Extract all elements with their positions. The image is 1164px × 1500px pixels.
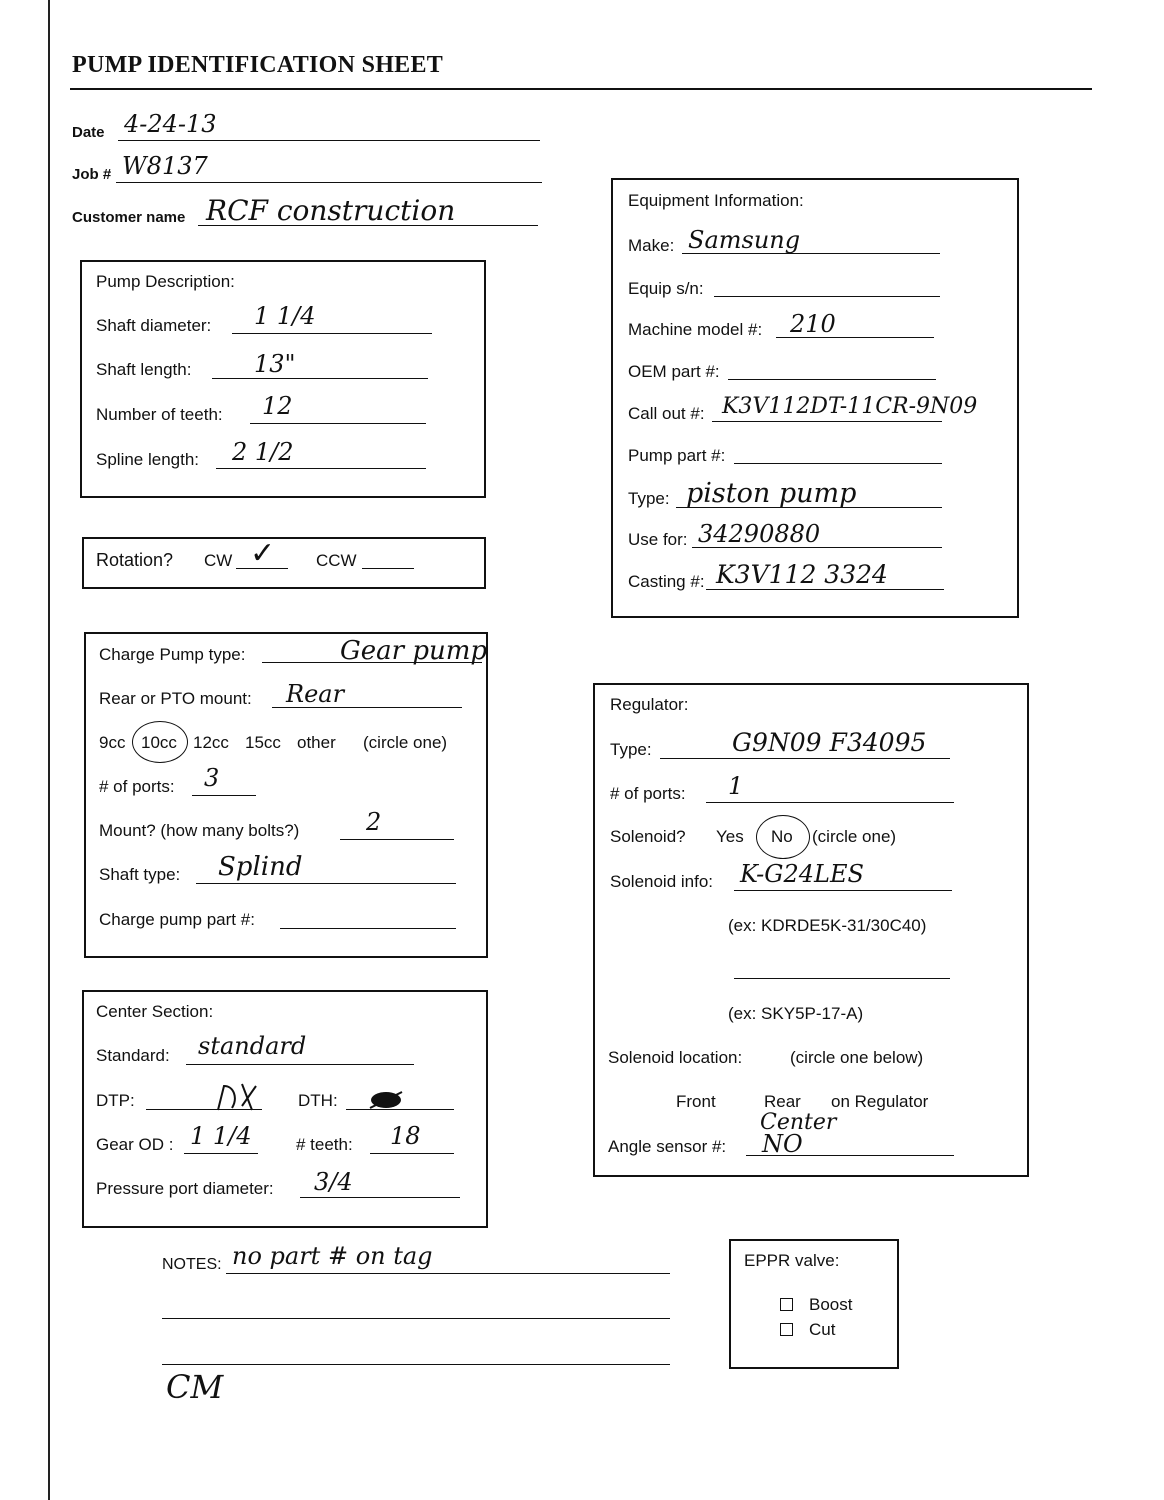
notes-line-2[interactable]	[162, 1318, 670, 1319]
page-title: PUMP IDENTIFICATION SHEET	[72, 52, 444, 78]
pump-description-heading: Pump Description:	[96, 272, 235, 291]
machine-model-label: Machine model #:	[628, 320, 763, 339]
job-label: Job #	[72, 166, 112, 183]
oem-part-line[interactable]	[728, 379, 936, 380]
shaft-type-value[interactable]: Splind	[218, 852, 303, 882]
equipment-heading: Equipment Information:	[628, 191, 804, 210]
solenoid-location-hint: (circle one below)	[790, 1048, 924, 1067]
cut-label: Cut	[809, 1320, 836, 1339]
standard-value[interactable]: standard	[198, 1032, 307, 1060]
teeth-line	[250, 423, 426, 424]
date-label: Date	[72, 124, 105, 141]
standard-line	[186, 1064, 414, 1065]
boost-checkbox[interactable]	[780, 1298, 793, 1311]
gear-od-value[interactable]: 1 1/4	[190, 1122, 252, 1150]
regulator-ports-label: # of ports:	[610, 784, 686, 803]
scribble-mark-icon	[212, 1080, 264, 1114]
cc-option-15[interactable]: 15cc	[245, 733, 281, 752]
solenoid-example-1: (ex: KDRDE5K-31/30C40)	[728, 916, 927, 935]
regulator-ports-value[interactable]: 1	[728, 772, 744, 800]
spline-length-label: Spline length:	[96, 450, 200, 469]
standard-label: Standard:	[96, 1046, 170, 1065]
solenoid-extra-line[interactable]	[734, 978, 950, 979]
rotation-ccw-line[interactable]	[362, 568, 414, 569]
charge-type-value[interactable]: Gear pump	[340, 636, 488, 666]
cut-checkbox[interactable]	[780, 1323, 793, 1336]
solenoid-yes[interactable]: Yes	[716, 827, 744, 846]
bolts-value[interactable]: 2	[366, 808, 382, 836]
spline-length-value[interactable]: 2 1/2	[232, 438, 294, 466]
check-mark-icon[interactable]: ✓	[250, 536, 276, 571]
shaft-length-value[interactable]: 13"	[254, 350, 296, 378]
solenoid-info-value[interactable]: K-G24LES	[740, 860, 864, 888]
notes-line-1	[226, 1273, 670, 1274]
regulator-type-line	[660, 758, 950, 759]
dth-label: DTH:	[298, 1091, 338, 1110]
eppr-cut-option[interactable]	[780, 1320, 835, 1340]
center-teeth-value[interactable]: 18	[390, 1122, 421, 1150]
call-out-value[interactable]: K3V112DT-11CR-9N09	[722, 394, 978, 419]
spline-length-line	[216, 468, 426, 469]
solenoid-example-2: (ex: SKY5P-17-A)	[728, 1004, 864, 1023]
solenoid-info-label: Solenoid info:	[610, 872, 714, 891]
pressure-port-value[interactable]: 3/4	[314, 1168, 353, 1196]
shaft-diameter-value[interactable]: 1 1/4	[254, 302, 316, 330]
equip-sn-line[interactable]	[714, 296, 940, 297]
use-for-label: Use for:	[628, 530, 688, 549]
rotation-ccw-label: CCW	[316, 551, 357, 570]
bolts-line	[340, 839, 454, 840]
location-on-regulator[interactable]: on Regulator	[831, 1092, 929, 1111]
solenoid-info-line	[734, 890, 952, 891]
casting-label: Casting #:	[628, 572, 705, 591]
regulator-type-label: Type:	[610, 740, 652, 759]
equip-sn-label: Equip s/n:	[628, 279, 704, 298]
notes-line-3[interactable]	[162, 1364, 670, 1365]
title-underline	[70, 88, 1092, 90]
location-center-note: Center	[760, 1110, 837, 1135]
solenoid-location-label: Solenoid location:	[608, 1048, 743, 1067]
rotation-cw-label: CW	[204, 551, 233, 570]
make-label: Make:	[628, 236, 675, 255]
solenoid-label: Solenoid?	[610, 827, 686, 846]
regulator-type-value[interactable]: G9N09 F34095	[732, 728, 927, 757]
date-value[interactable]: 4-24-13	[124, 110, 217, 138]
date-line	[118, 140, 540, 141]
eppr-boost-option[interactable]	[780, 1295, 852, 1315]
call-out-line	[712, 421, 942, 422]
charge-part-line[interactable]	[280, 928, 456, 929]
teeth-label: Number of teeth:	[96, 405, 223, 424]
solenoid-circle-hint: (circle one)	[812, 827, 897, 846]
pressure-port-label: Pressure port diameter:	[96, 1179, 274, 1198]
shaft-type-line	[196, 883, 456, 884]
cc-option-other[interactable]: other	[297, 733, 336, 752]
teeth-value[interactable]: 12	[262, 392, 293, 420]
notes-value[interactable]: no part # on tag	[232, 1242, 433, 1270]
bolts-label: Mount? (how many bolts?)	[99, 821, 300, 840]
angle-sensor-label: Angle sensor #:	[608, 1137, 727, 1156]
regulator-heading: Regulator:	[610, 695, 689, 714]
charge-type-label: Charge Pump type:	[99, 645, 246, 664]
equip-type-value[interactable]: piston pump	[686, 478, 857, 509]
boost-label: Boost	[809, 1295, 853, 1314]
equip-type-label: Type:	[628, 489, 670, 508]
mount-value[interactable]: Rear	[286, 680, 345, 708]
center-teeth-label: # teeth:	[296, 1135, 353, 1154]
solenoid-no[interactable]: No	[771, 827, 793, 846]
pump-part-label: Pump part #:	[628, 446, 726, 465]
gear-od-line	[184, 1153, 258, 1154]
shaft-type-label: Shaft type:	[99, 865, 181, 884]
eppr-heading: EPPR valve:	[744, 1251, 840, 1270]
regulator-ports-line	[706, 802, 954, 803]
cc-circle-hint: (circle one)	[363, 733, 448, 752]
shaft-length-line	[212, 378, 428, 379]
cc-option-10[interactable]: 10cc	[141, 733, 177, 752]
shaft-length-label: Shaft length:	[96, 360, 192, 379]
charge-ports-label: # of ports:	[99, 777, 175, 796]
make-value[interactable]: Samsung	[688, 226, 801, 254]
casting-line	[706, 589, 944, 590]
call-out-label: Call out #:	[628, 404, 705, 423]
rotation-label: Rotation?	[96, 550, 174, 570]
job-line	[116, 182, 542, 183]
charge-part-label: Charge pump part #:	[99, 910, 255, 929]
shaft-diameter-line	[232, 333, 432, 334]
machine-model-value[interactable]: 210	[790, 310, 836, 338]
charge-ports-value[interactable]: 3	[204, 764, 220, 792]
job-value[interactable]: W8137	[122, 152, 208, 180]
notes-label: NOTES:	[162, 1256, 222, 1273]
left-margin-rule	[48, 0, 50, 1500]
cc-option-9[interactable]: 9cc	[99, 733, 126, 752]
center-heading: Center Section:	[96, 1002, 214, 1021]
angle-sensor-value[interactable]: NO	[762, 1130, 803, 1158]
mount-label: Rear or PTO mount:	[99, 689, 252, 708]
charge-ports-line	[192, 795, 256, 796]
location-front[interactable]: Front	[676, 1092, 716, 1111]
pressure-port-line	[300, 1197, 460, 1198]
gear-od-label: Gear OD :	[96, 1135, 174, 1154]
customer-label: Customer name	[72, 209, 186, 226]
customer-value[interactable]: RCF construction	[206, 194, 456, 227]
location-rear[interactable]: Rear	[764, 1092, 801, 1111]
oem-part-label: OEM part #:	[628, 362, 720, 381]
cc-option-12[interactable]: 12cc	[193, 733, 229, 752]
initials: CM	[166, 1368, 224, 1406]
dtp-label: DTP:	[96, 1091, 135, 1110]
casting-value[interactable]: K3V112 3324	[716, 560, 888, 589]
scribble-mark-icon	[366, 1088, 406, 1112]
use-for-value[interactable]: 34290880	[698, 520, 821, 548]
center-teeth-line	[370, 1153, 454, 1154]
pump-part-line[interactable]	[734, 463, 942, 464]
shaft-diameter-label: Shaft diameter:	[96, 316, 212, 335]
